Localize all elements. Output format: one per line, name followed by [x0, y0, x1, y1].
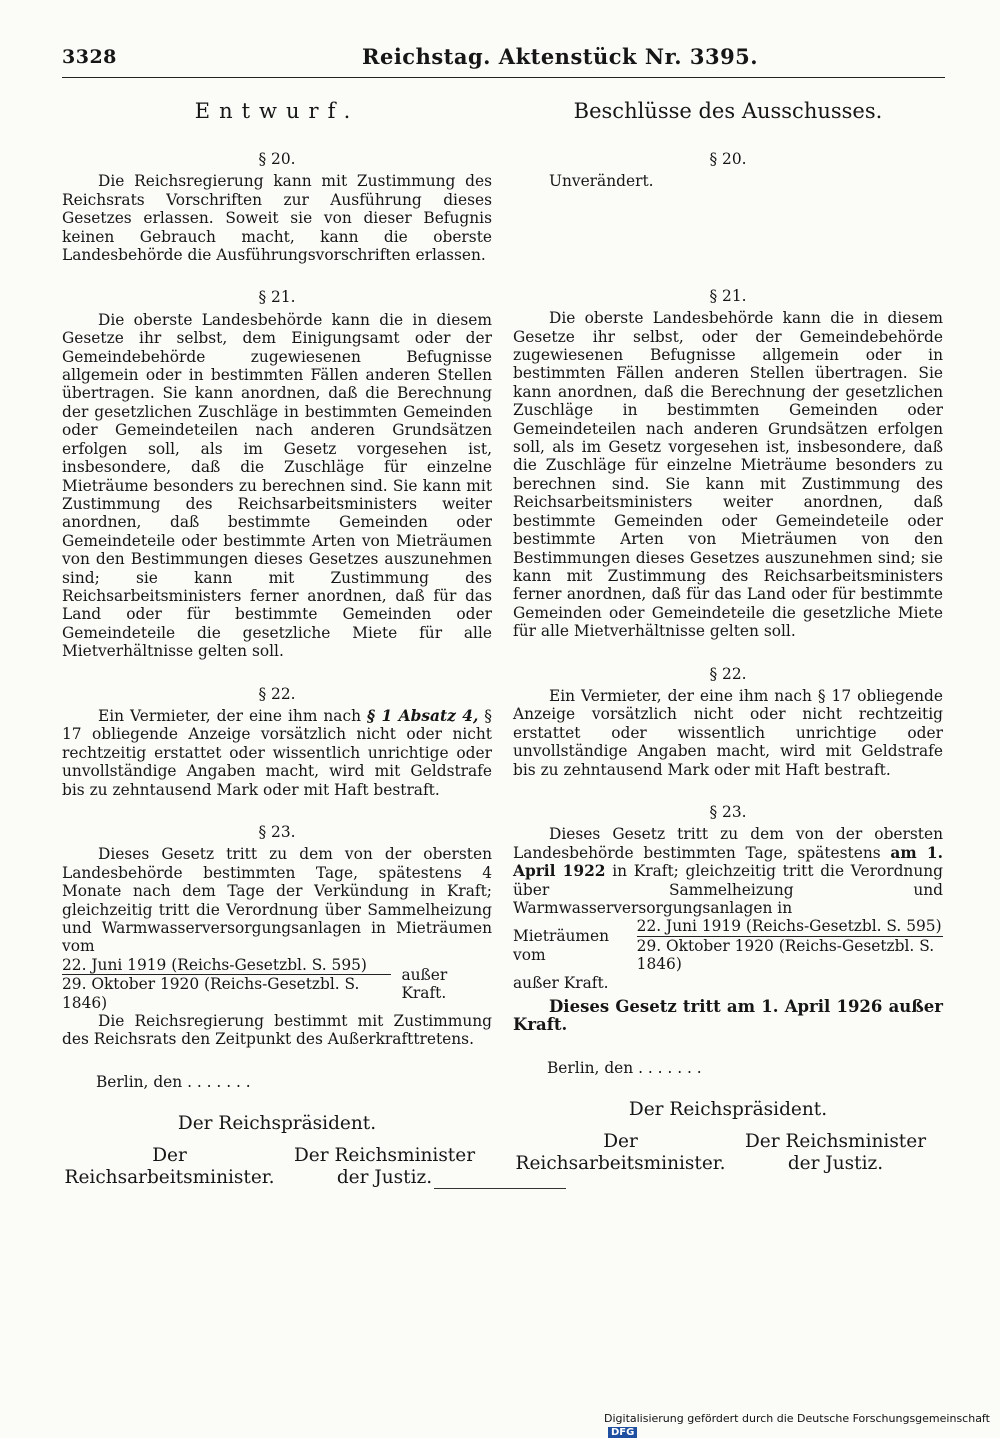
section-text-21: Die oberste Landesbehörde kann die in diesem Gesetze ihr selbst, dem Einigungsamt oder der Gemeindebehörde zugewiesenen Befugnisse allgemein oder in bestimmten Fällen anderen Stellen übertragen. Sie kann anordnen, daß die Berechnung der gesetzlichen Zuschläge in bestimmten Gemeinden oder Gemeindeteilen nach anderen Grundsätzen erfolgen soll, als im Gesetz vorgesehen ist, insbesondere, daß die Zuschläge für einzelne Mieträume besonders zu berechnen sind. Sie kann mit Zustimmung des Reichsarbeitsministers weiter anordnen, daß bestimmte Gemeinden oder Gemeindeteile oder bestimmte Arten von Mieträumen von den Bestimmungen dieses Gesetzes auszunehmen sind; sie kann mit Zustimmung des Reichsarbeitsministers ferner anordnen, daß für das Land oder für bestimmte Gemeinden oder Gemeindeteile die gesetzliche Miete für alle Mietverhältnisse gelten soll.	[62, 310, 492, 661]
citation-denominator: 29. Oktober 1920 (Reichs-Gesetzbl. S. 1846)	[636, 936, 935, 974]
section-text-20: Die Reichsregierung kann mit Zustimmung des Reichsrats Vorschriften zur Ausführung dieses Gesetzes erlassen. Soweit sie von dieser Befugnis keinen Gebrauch macht, kann die oberste Landesbehörde die Ausführungsvorschriften erlassen.	[62, 172, 492, 265]
signature-labour-minister: Der Reichsarbeitsminister.	[515, 1131, 726, 1175]
page-header	[0, 44, 1000, 74]
running-head: Reichstag. Aktenstück Nr. 3395.	[362, 44, 759, 69]
section-text-20: Unverändert.	[549, 172, 654, 191]
section-heading-21: § 21.	[258, 288, 296, 307]
signature-labour-minister: Der Reichsarbeitsminister.	[64, 1145, 275, 1189]
section-23-paragraph-2: Dieses Gesetz tritt am 1. April 1926 außer Kraft.	[513, 997, 943, 1035]
digitization-credit	[604, 1412, 1000, 1438]
place-date-line: Berlin, den . . . . . . .	[547, 1058, 702, 1077]
dfg-logo-icon: DFG	[608, 1427, 637, 1438]
section-text-22	[62, 707, 492, 799]
end-rule	[434, 1188, 566, 1189]
section-heading-23: § 23.	[709, 802, 747, 821]
section-text-23: Dieses Gesetz tritt zu dem von der obersten Landesbehörde bestimmten Tage, spätestens 4 Monate nach dem Tage der Verkündung in Kraft; gleichzeitig tritt die Verordnung über Sammelheizung und Warmwasserversorgungsanlagen in Mieträumen vom	[62, 845, 492, 956]
citation-fraction	[513, 917, 943, 973]
citation-denominator: 29. Oktober 1920 (Reichs-Gesetzbl. S. 1846)	[62, 975, 360, 1012]
section-text-23	[513, 825, 943, 917]
citation-tail: außer Kraft.	[401, 965, 448, 1002]
header-rule	[62, 77, 945, 78]
place-date-line: Berlin, den . . . . . . .	[96, 1072, 251, 1091]
section-heading-22: § 22.	[709, 664, 747, 683]
column-title-committee: Beschlüsse des Ausschusses.	[573, 99, 883, 123]
section-heading-21: § 21.	[709, 286, 747, 305]
column-committee	[513, 98, 943, 1175]
citation-numerator: 22. Juni 1919 (Reichs-Gesetzbl. S. 595)	[62, 956, 391, 975]
section-text-21: Die oberste Landesbehörde kann die in diesem Gesetze ihr selbst, oder der Gemeindebehörde zugewiesenen Befugnisse allgemein oder in bestimmten Fällen anderen Stellen übertragen. Sie kann anordnen, daß die Berechnung der gesetzlichen Zuschläge in bestimmten Gemeinden oder Gemeindeteilen nach anderen Grundsätzen erfolgen soll, als im Gesetz vorgesehen ist, insbesondere, daß die Zuschläge für einzelne Mieträume besonders zu berechnen sind. Sie kann mit Zustimmung des Reichsarbeitsministers weiter anordnen, daß bestimmte Gemeinden oder Gemeindeteile oder bestimmte Arten von Mieträumen von den Bestimmungen dieses Gesetzes auszunehmen sind; sie kann mit Zustimmung des Reichsarbeitsministers ferner anordnen, daß für das Land oder für bestimmte Gemeinden oder Gemeindeteile die gesetzliche Miete für alle Mietverhältnisse gelten soll.	[513, 309, 943, 641]
signature-block	[62, 1113, 492, 1189]
section-23-post: in Kraft; gleichzeitig tritt die Verordnung über Sammelheizung und Warmwasserversorgungsanlagen in	[513, 862, 944, 917]
section-22-pre: Ein Vermieter, der eine ihm nach	[98, 706, 367, 725]
column-title-draft: Entwurf.	[194, 99, 360, 123]
section-heading-20: § 20.	[258, 150, 296, 168]
section-heading-20: § 20.	[709, 150, 747, 168]
citation-fraction	[62, 956, 492, 1012]
credit-text: Digitalisierung gefördert durch die Deutsche Forschungsgemeinschaft	[604, 1412, 990, 1425]
signature-block	[513, 1099, 943, 1175]
section-23-pre: Dieses Gesetz tritt zu dem von der obersten Landesbehörde bestimmten Tage, spätestens	[513, 825, 943, 862]
page-number: 3328	[62, 46, 117, 68]
signature-president: Der Reichspräsident.	[628, 1099, 828, 1121]
signature-justice-minister: Der Reichsminister der Justiz.	[744, 1131, 927, 1175]
section-text-22: Ein Vermieter, der eine ihm nach § 17 obliegende Anzeige vorsätzlich nicht oder nicht rechtzeitig erstattet oder wissentlich unrichtige oder unvollständige Angaben macht, wird mit Geldstrafe bis zu zehntausend Mark oder mit Haft bestraft.	[513, 686, 943, 779]
citation-tail: außer Kraft.	[513, 973, 609, 992]
section-heading-23: § 23.	[258, 823, 296, 841]
column-draft	[62, 98, 492, 1189]
section-heading-22: § 22.	[258, 684, 296, 703]
signature-president: Der Reichspräsident.	[177, 1113, 377, 1135]
section-22-post: § 17 obliegende Anzeige vorsätzlich nicht oder nicht rechtzeitig erstattet oder wissentlich unrichtige oder unvollständige Angaben macht, wird mit Geldstrafe bis zu zehntausend Mark oder mit Haft bestraft.	[62, 706, 492, 799]
citation-lead: Mieträumen vom	[513, 927, 610, 964]
section-22-reference: § 1 Absatz 4,	[366, 706, 479, 725]
section-23-date: am 1. April 1922	[513, 843, 943, 881]
signature-justice-minister: Der Reichsminister der Justiz.	[293, 1145, 476, 1189]
citation-numerator: 22. Juni 1919 (Reichs-Gesetzbl. S. 595)	[636, 917, 942, 936]
section-23-paragraph-2: Die Reichsregierung bestimmt mit Zustimmung des Reichsrats den Zeitpunkt des Außerkrafttretens.	[62, 1012, 492, 1049]
